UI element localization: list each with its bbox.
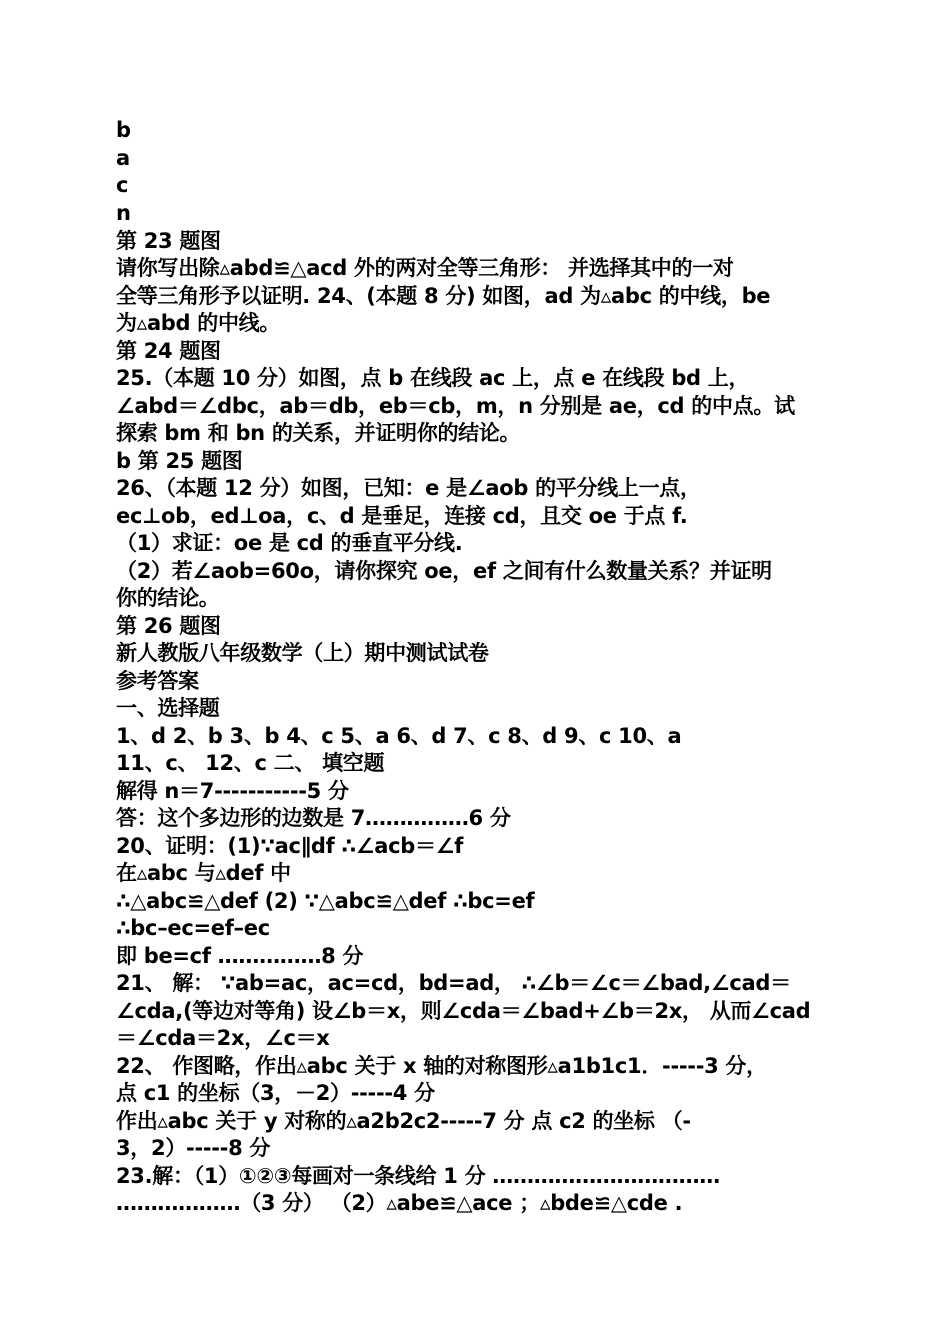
text-line: ＝∠cda＝2x，∠c＝x — [116, 1026, 330, 1050]
section-heading: 一、选择题 — [116, 696, 220, 720]
text-line: 3，2）-----8 分 — [116, 1136, 271, 1160]
question-26: 26、（本题 12 分）如图，已知：e 是∠aob 的平分线上一点， — [116, 476, 701, 500]
text-line: 探索 bm 和 bn 的关系，并证明你的结论。 — [116, 421, 521, 445]
answers-heading: 参考答案 — [116, 669, 199, 693]
text-line: 22、 作图略，作出▵abc 关于 x 轴的对称图形▵a1b1c1．-----3 分， — [116, 1054, 767, 1078]
text-line: ∴bc–ec=ef–ec — [116, 916, 270, 940]
text-line: 请你写出除▵abd≌△acd 外的两对全等三角形： 并选择其中的一对 — [116, 256, 734, 280]
text-line: ∠cda,(等边对等角) 设∠b＝x，则∠cda＝∠bad+∠b＝2x， 从而∠cad — [116, 999, 811, 1023]
text-line: 20、证明：(1)∵ac∥df ∴∠acb＝∠f — [116, 834, 464, 858]
text-line: 作出▵abc 关于 y 对称的▵a2b2c2-----7 分 点 c2 的坐标 （- — [116, 1109, 691, 1133]
text-line: 你的结论。 — [116, 586, 220, 610]
figure-caption: 第 24 题图 — [116, 339, 221, 363]
text-line: 1、d 2、b 3、b 4、c 5、a 6、d 7、c 8、d 9、c 10、a — [116, 724, 682, 748]
text-line: 23.解：（1）①②③每画对一条线给 1 分 …………………………… — [116, 1164, 720, 1188]
text-line: 21、 解： ∵ab=ac，ac=cd，bd=ad， ∴∠b＝∠c＝∠bad,∠cad＝ — [116, 971, 791, 995]
text-line: ec⊥ob，ed⊥oa，c、d 是垂足，连接 cd，且交 oe 于点 f. — [116, 504, 688, 528]
figure-caption: b 第 25 题图 — [116, 449, 243, 473]
text-line: ∠abd＝∠dbc，ab＝db，eb＝cb，m，n 分别是 ae，cd 的中点。试 — [116, 394, 795, 418]
text-line: 点 c1 的坐标（3，－2）-----4 分 — [116, 1081, 435, 1105]
text-line: 11、c、 12、c 二、 填空题 — [116, 751, 385, 775]
text-line: 即 be=cf ……………8 分 — [116, 944, 364, 968]
text-line: 解得 n＝7-----------5 分 — [116, 779, 349, 803]
figure-caption: 第 23 题图 — [116, 229, 221, 253]
text-line: （1）求证：oe 是 cd 的垂直平分线. — [116, 531, 463, 555]
question-25: 25.（本题 10 分）如图，点 b 在线段 ac 上，点 e 在线段 bd 上， — [116, 366, 750, 390]
text-line: 答：这个多边形的边数是 7……………6 分 — [116, 806, 511, 830]
section-title: 新人教版八年级数学（上）期中测试试卷 — [116, 641, 489, 665]
text-line: a — [116, 146, 130, 170]
text-line: 为▵abd 的中线。 — [116, 311, 281, 335]
text-line: c — [116, 173, 129, 197]
text-line: b — [116, 118, 131, 142]
text-line: ………………（3 分） （2）▵abe≌△ace ；▵bde≌△cde . — [116, 1191, 683, 1215]
text-line: ∴△abc≌△def (2) ∵△abc≌△def ∴bc=ef — [116, 889, 535, 913]
text-line: 在▵abc 与▵def 中 — [116, 861, 291, 885]
text-line: （2）若∠aob=60o，请你探究 oe，ef 之间有什么数量关系？并证明 — [116, 559, 772, 583]
text-line: n — [116, 201, 131, 225]
text-line: 全等三角形予以证明. 24、(本题 8 分) 如图，ad 为▵abc 的中线，be — [116, 284, 771, 308]
figure-caption: 第 26 题图 — [116, 614, 221, 638]
